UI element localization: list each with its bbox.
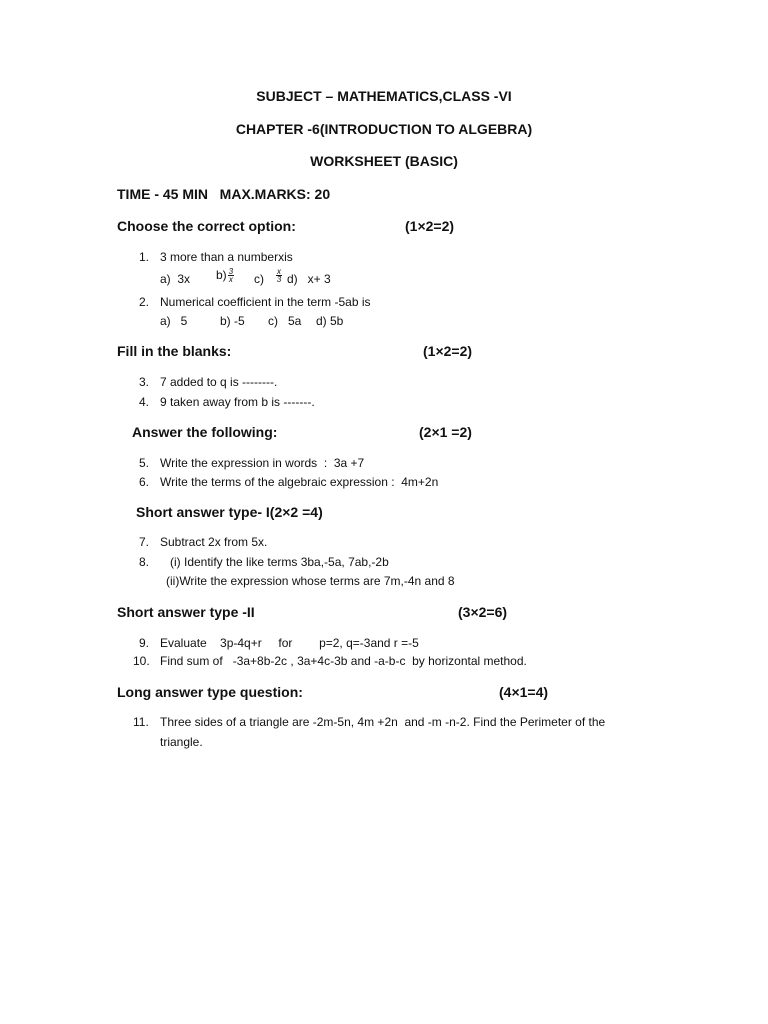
short1-section-title: Short answer type- I(2×2 =4) [136,504,323,520]
fill-section-title: Fill in the blanks: [117,343,232,359]
fill-section-marks: (1×2=2) [423,343,473,359]
mcq-section-marks: (1×2=2) [405,218,455,234]
fraction-numerator: 3 [228,267,234,277]
q2-option-c: c) 5a [268,314,302,328]
q1-number: 1. [139,250,150,264]
q10-number: 10. [133,654,150,668]
q1-option-c-fraction [276,268,282,283]
q2-option-d: d) 5b [316,314,344,328]
q2-option-a: a) 5 [160,314,188,328]
fraction-denominator: x [228,275,233,285]
q9-text: Evaluate 3p-4q+r for p=2, q=-3and r =-5 [160,636,419,650]
q4-number: 4. [139,395,150,409]
q10-text: Find sum of -3a+8b-2c , 3a+4c-3b and -a-b-c by horizontal method. [160,654,527,668]
answer-section-marks: (2×1 =2) [419,424,472,440]
q1-option-b-label: b) [216,268,227,282]
q8-text: (i) Identify the like terms 3ba,-5a, 7ab,-2b [170,555,389,569]
q1-option-b-fraction [228,268,234,283]
fraction-numerator: x [277,267,281,277]
q2-number: 2. [139,295,150,309]
q9-number: 9. [139,636,150,650]
q1-text: 3 more than a numberxis [160,250,293,264]
q1-option-c-label: c) [254,272,264,286]
q1-option-c [254,272,264,286]
q1-option-a: a) 3x [160,272,191,286]
answer-section-title: Answer the following: [132,424,278,440]
subject-title: SUBJECT – MATHEMATICS,CLASS -VI [256,88,512,104]
short2-section-title: Short answer type -II [117,604,255,620]
long-section-marks: (4×1=4) [499,684,549,700]
q8-number: 8. [139,555,150,569]
q2-option-b: b) -5 [220,314,245,328]
time-marks: TIME - 45 MIN MAX.MARKS: 20 [117,186,331,202]
q4-text: 9 taken away from b is -------. [160,395,315,409]
q1-option-b [216,268,235,283]
q2-text: Numerical coefficient in the term -5ab is [160,295,371,309]
fraction-denominator: 3 [276,275,282,285]
long-section-title: Long answer type question: [117,684,303,700]
short2-section-marks: (3×2=6) [458,604,508,620]
q11-number: 11. [133,715,149,729]
q3-number: 3. [139,375,150,389]
q11-text-2: triangle. [160,735,203,749]
q3-text: 7 added to q is --------. [160,375,278,389]
q7-text: Subtract 2x from 5x. [160,535,268,549]
q7-number: 7. [139,535,150,549]
q6-text: Write the terms of the algebraic expression : 4m+2n [160,475,439,489]
mcq-section-title: Choose the correct option: [117,218,296,234]
worksheet-title: WORKSHEET (BASIC) [310,153,458,169]
chapter-title: CHAPTER -6(INTRODUCTION TO ALGEBRA) [235,121,533,137]
q5-text: Write the expression in words : 3a +7 [160,456,365,470]
q11-text: Three sides of a triangle are -2m-5n, 4m +2n and -m -n-2. Find the Perimeter of the [160,715,606,729]
q5-number: 5. [139,456,150,470]
q1-option-c-value [275,268,283,283]
q8-text-2: (ii)Write the expression whose terms are 7m,-4n and 8 [166,574,455,588]
q6-number: 6. [139,475,150,489]
q1-option-d: d) x+ 3 [287,272,331,286]
